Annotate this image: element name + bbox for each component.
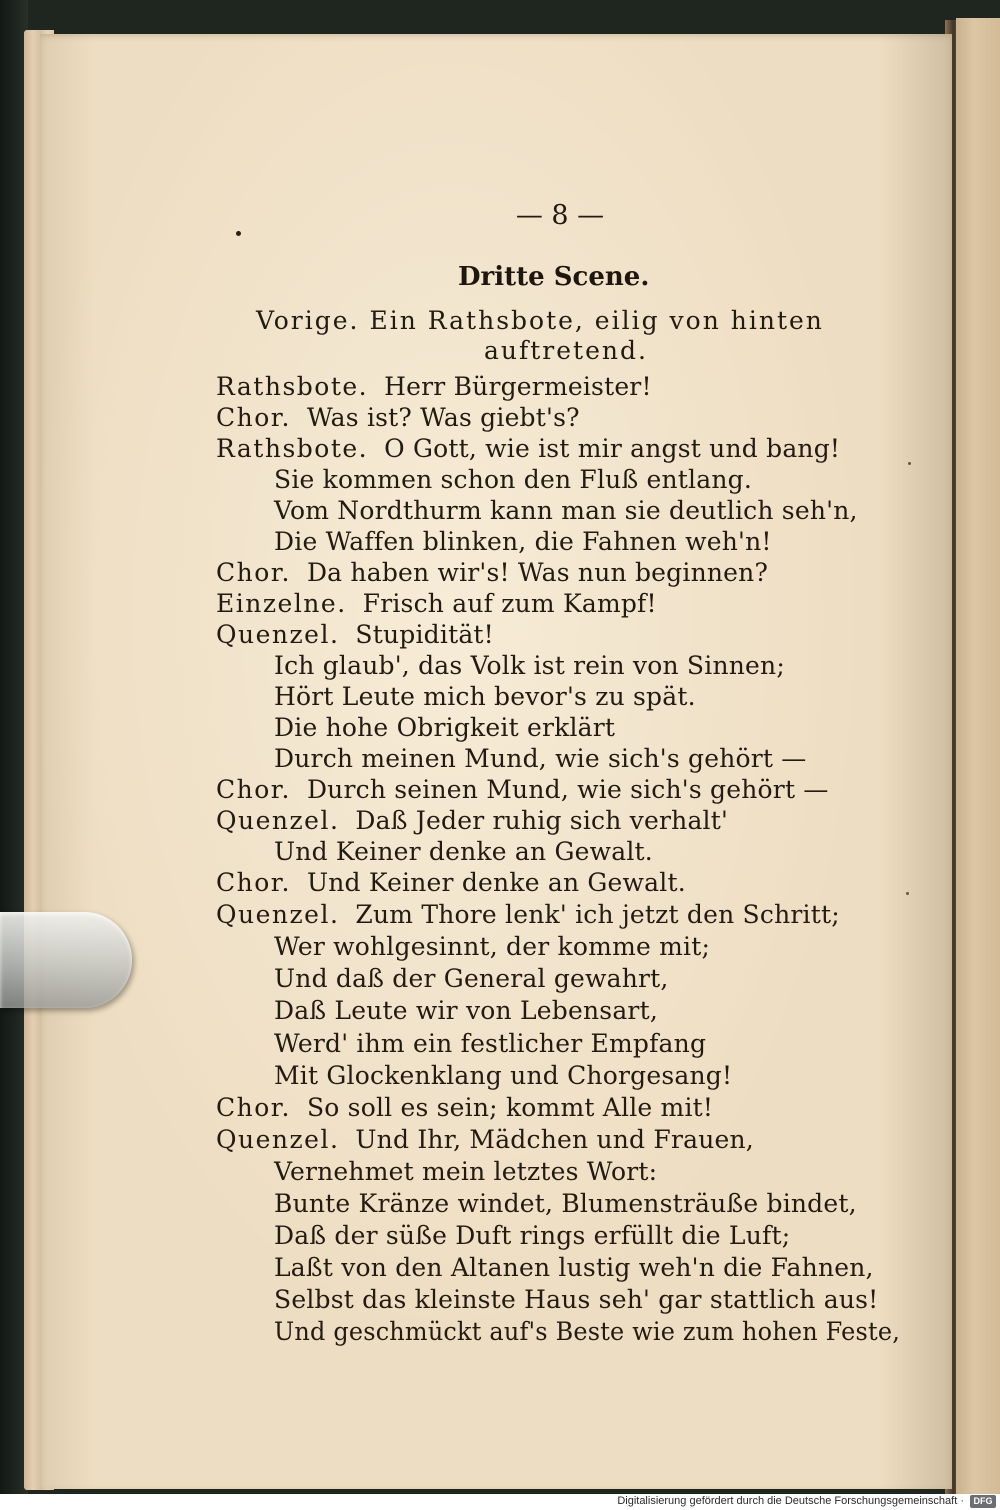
- next-page-edge: [956, 18, 1000, 1498]
- speaker-name: Chor.: [216, 403, 291, 432]
- verse-text: So soll es sein; kommt Alle mit!: [306, 1093, 714, 1122]
- verse-text: Durch seinen Mund, wie sich's gehört —: [306, 775, 829, 804]
- verse-text: Selbst das kleinste Haus seh' gar stattlich aus!: [274, 1285, 879, 1314]
- verse-text: Hört Leute mich bevor's zu spät.: [274, 682, 696, 711]
- speaker-name: Quenzel.: [216, 620, 340, 649]
- footer-bar: [0, 1494, 1000, 1510]
- verse-text: Und Ihr, Mädchen und Frauen,: [355, 1125, 754, 1154]
- speaker-name: Quenzel.: [216, 806, 340, 835]
- speaker-name: Quenzel.: [216, 900, 340, 929]
- speaker-name: Rathsbote.: [216, 434, 369, 463]
- stage-direction-line: auftretend.: [484, 336, 648, 365]
- dfg-logo-icon: DFG: [970, 1495, 996, 1508]
- verse-text: Und daß der General gewahrt,: [274, 964, 669, 993]
- footer-credit: Digitalisierung gefördert durch die Deutsche Forschungsgemeinschaft ·: [617, 1495, 964, 1507]
- verse-text: Mit Glockenklang und Chorgesang!: [274, 1061, 733, 1090]
- verse-text: Daß Jeder ruhig sich verhalt': [355, 806, 729, 835]
- page-number: — 8 —: [515, 200, 605, 231]
- verse-text: Die hohe Obrigkeit erklärt: [274, 713, 616, 742]
- verse-text: Vernehmet mein letztes Wort:: [274, 1157, 658, 1186]
- verse-text: Durch meinen Mund, wie sich's gehört —: [274, 744, 807, 773]
- verse-text: Da haben wir's! Was nun beginnen?: [306, 558, 769, 587]
- verse-text: Werd' ihm ein festlicher Empfang: [274, 1029, 707, 1058]
- verse-text: Und Keiner denke an Gewalt.: [306, 868, 686, 897]
- verse-text: Und Keiner denke an Gewalt.: [274, 837, 653, 866]
- margin-mark: [908, 462, 911, 465]
- verse-text: Ich glaub', das Volk ist rein von Sinnen;: [274, 651, 785, 680]
- verse-text: O Gott, wie ist mir angst und bang!: [384, 434, 841, 463]
- speaker-name: Chor.: [216, 558, 291, 587]
- verse-text: Daß der süße Duft rings erfüllt die Luft;: [274, 1221, 791, 1250]
- verse-text: Frisch auf zum Kampf!: [362, 589, 657, 618]
- scene-title: Dritte Scene.: [458, 262, 650, 292]
- page-clip: [0, 912, 132, 1008]
- verse-text: Vom Nordthurm kann man sie deutlich seh'n,: [274, 496, 858, 525]
- margin-mark: [906, 892, 909, 895]
- speaker-name: Chor.: [216, 868, 291, 897]
- verse-text: Was ist? Was giebt's?: [306, 403, 580, 432]
- verse-text: Sie kommen schon den Fluß entlang.: [274, 465, 752, 494]
- verse-text: Wer wohlgesinnt, der komme mit;: [274, 932, 711, 961]
- speaker-name: Chor.: [216, 775, 291, 804]
- stage-direction-line: Vorige. Ein Rathsbote, eilig von hinten: [256, 306, 824, 335]
- speaker-name: Einzelne.: [216, 589, 347, 618]
- verse-text: Die Waffen blinken, die Fahnen weh'n!: [274, 527, 772, 556]
- speaker-name: Rathsbote.: [216, 372, 369, 401]
- verse-text: Und geschmückt auf's Beste wie zum hohen Feste,: [274, 1317, 901, 1346]
- verse-text: Herr Bürgermeister!: [384, 372, 652, 401]
- verse-text: Daß Leute wir von Lebensart,: [274, 996, 658, 1025]
- speaker-name: Chor.: [216, 1093, 291, 1122]
- verse-text: Zum Thore lenk' ich jetzt den Schritt;: [355, 900, 840, 929]
- ink-speck: [236, 231, 241, 236]
- verse-text: Laßt von den Altanen lustig weh'n die Fahnen,: [274, 1253, 874, 1282]
- verse-text: Stupidität!: [355, 620, 494, 649]
- verse-text: Bunte Kränze windet, Blumensträuße bindet,: [274, 1189, 857, 1218]
- speaker-name: Quenzel.: [216, 1125, 340, 1154]
